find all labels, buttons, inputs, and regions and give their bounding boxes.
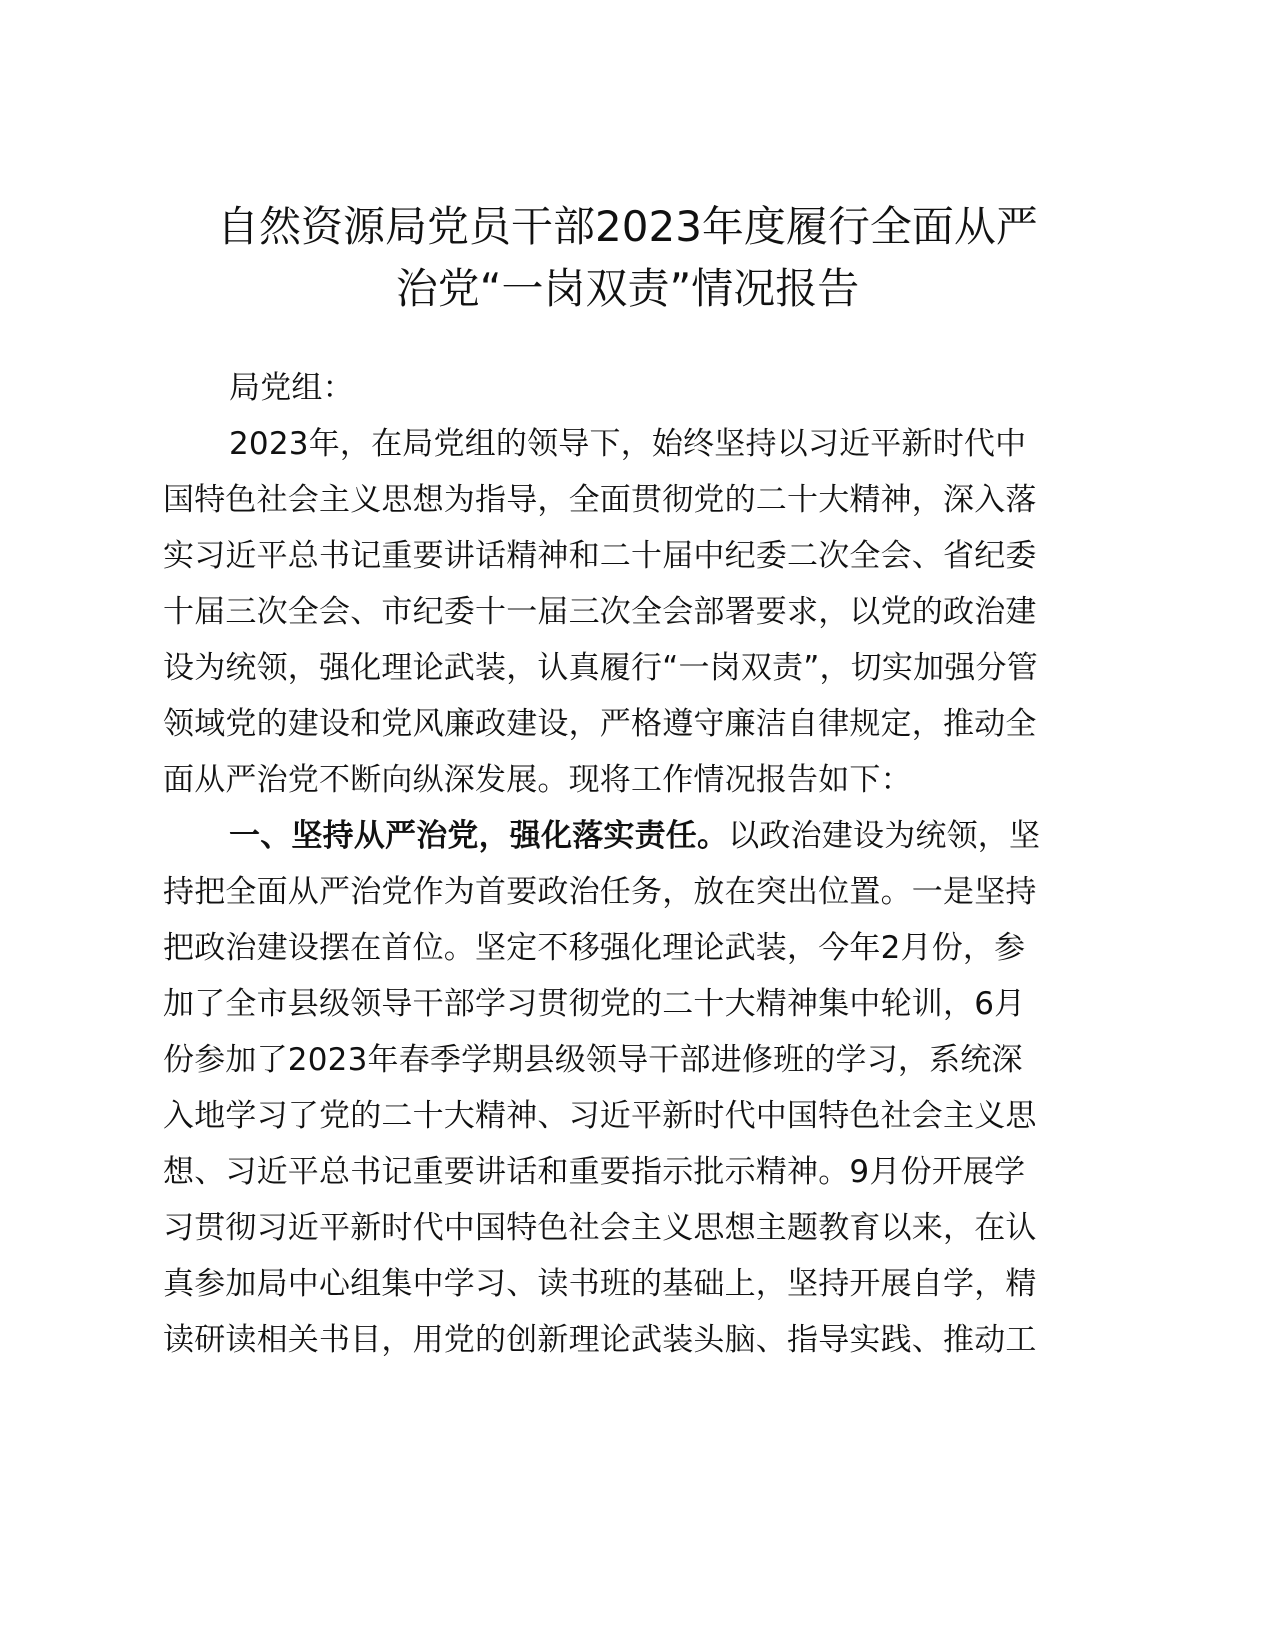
section-heading-line: [229, 816, 1040, 856]
section-heading-continuation: 以政治建设为统领，坚: [728, 818, 1041, 854]
body-line: 把政治建设摆在首位。坚定不移强化理论武装，今年2月份，参: [163, 930, 1026, 966]
body-line: 持把全面从严治党作为首要政治任务，放在突出位置。一是坚持: [163, 874, 1037, 910]
body-line: 领域党的建设和党风廉政建设，严格遵守廉洁自律规定，推动全: [163, 706, 1037, 742]
document-title: [150, 196, 1105, 320]
body-line: 份参加了2023年春季学期县级领导干部进修班的学习，系统深: [163, 1042, 1023, 1078]
body-line: 习贯彻习近平新时代中国特色社会主义思想主题教育以来，在认: [163, 1210, 1037, 1246]
body-line: 2023年，在局党组的领导下，始终坚持以习近平新时代中: [229, 426, 1027, 462]
body-line: 读研读相关书目，用党的创新理论武装头脑、指导实践、推动工: [163, 1322, 1037, 1358]
title-line-1: 自然资源局党员干部2023年度履行全面从严: [217, 202, 1038, 251]
body-line: 设为统领，强化理论武装，认真履行“一岗双责”，切实加强分管: [163, 650, 1038, 686]
title-line-2: 治党“一岗双责”情况报告: [395, 264, 860, 313]
body-line: 十届三次全会、市纪委十一届三次全会部署要求，以党的政治建: [163, 594, 1037, 630]
body-line: 想、习近平总书记重要讲话和重要指示批示精神。9月份开展学: [163, 1154, 1026, 1190]
body-line: 加了全市县级领导干部学习贯彻党的二十大精神集中轮训，6月: [163, 986, 1026, 1022]
salutation: 局党组：: [229, 370, 354, 406]
body-line: 实习近平总书记重要讲话精神和二十届中纪委二次全会、省纪委: [163, 538, 1037, 574]
body-line: 真参加局中心组集中学习、读书班的基础上，坚持开展自学，精: [163, 1266, 1037, 1302]
section-heading: 一、坚持从严治党，强化落实责任。: [229, 818, 729, 854]
body-line: 国特色社会主义思想为指导，全面贯彻党的二十大精神，深入落: [163, 482, 1037, 518]
body-line: 入地学习了党的二十大精神、习近平新时代中国特色社会主义思: [163, 1098, 1037, 1134]
body-line: 面从严治党不断向纵深发展。现将工作情况报告如下：: [163, 762, 912, 798]
